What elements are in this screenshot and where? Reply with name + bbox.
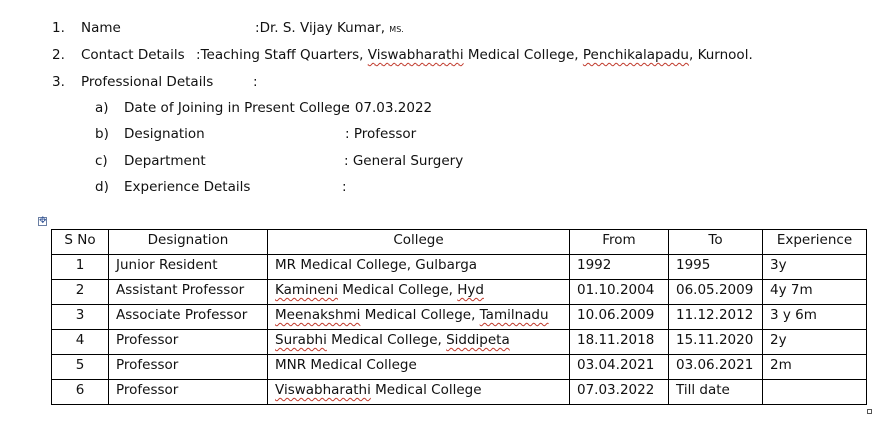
cell-experience: 2y	[763, 330, 867, 355]
cell-from: 07.03.2022	[570, 380, 669, 405]
college-name: Meenakshmi	[275, 307, 361, 323]
cell-designation: Professor	[109, 330, 268, 355]
header-experience: Experience	[763, 230, 867, 255]
header-to: To	[669, 230, 763, 255]
table-row	[52, 330, 867, 355]
table-move-handle-icon[interactable]: ✥	[39, 216, 47, 226]
name-text: Dr. S. Vijay Kumar,	[259, 20, 385, 36]
name-label: Name	[81, 20, 121, 36]
cell-designation: Professor	[109, 380, 268, 405]
address-text: Medical College,	[463, 47, 583, 63]
cell-experience: 3 y 6m	[763, 305, 867, 330]
cell-college	[268, 305, 570, 330]
sub-letter: b)	[95, 126, 109, 142]
designation-value: : Professor	[345, 126, 417, 142]
cell-experience	[763, 380, 867, 405]
cell-college	[268, 355, 570, 380]
header-designation: Designation	[109, 230, 268, 255]
name-value	[255, 20, 404, 36]
cell-from: 10.06.2009	[570, 305, 669, 330]
cell-experience: 4y 7m	[763, 280, 867, 305]
header-college: College	[268, 230, 570, 255]
college-name: MNR Medical College	[275, 357, 417, 373]
address-city: , Kurnool.	[688, 47, 753, 63]
college-name: Kamineni	[275, 282, 338, 298]
table-resize-handle-icon[interactable]	[867, 409, 872, 414]
item-number: 3.	[52, 74, 65, 90]
joining-label: Date of Joining in Present College	[124, 100, 350, 116]
cell-from: 18.11.2018	[570, 330, 669, 355]
department-value: : General Surgery	[344, 153, 464, 169]
cell-to: 03.06.2021	[669, 355, 763, 380]
cell-sno: 4	[52, 330, 109, 355]
cell-from: 1992	[570, 255, 669, 280]
item-number: 2.	[52, 47, 65, 63]
header-from: From	[570, 230, 669, 255]
cell-to: 1995	[669, 255, 763, 280]
joining-value: : 07.03.2022	[346, 100, 433, 116]
cell-to: Till date	[669, 380, 763, 405]
college-name: MR Medical College, Gulbarga	[275, 257, 478, 273]
address-village: Penchikalapadu	[582, 47, 689, 63]
cell-experience: 3y	[763, 255, 867, 280]
cell-sno: 2	[52, 280, 109, 305]
cell-designation: Assistant Professor	[109, 280, 268, 305]
separator: :	[253, 74, 258, 90]
cell-designation: Professor	[109, 355, 268, 380]
cell-sno: 1	[52, 255, 109, 280]
address-text: Teaching Staff Quarters,	[200, 47, 368, 63]
college-name: Medical College	[370, 382, 482, 398]
contact-value	[196, 47, 753, 63]
table-row	[52, 355, 867, 380]
item-number: 1.	[52, 20, 65, 36]
sub-letter: c)	[95, 153, 108, 169]
table-row	[52, 255, 867, 280]
cell-experience: 2m	[763, 355, 867, 380]
college-name: Viswabharathi	[275, 382, 371, 398]
header-sno: S No	[52, 230, 109, 255]
cell-from: 03.04.2021	[570, 355, 669, 380]
college-city: Tamilnadu	[479, 307, 549, 323]
cell-college	[268, 255, 570, 280]
cell-from: 01.10.2004	[570, 280, 669, 305]
department-label: Department	[124, 153, 206, 169]
sub-letter: d)	[95, 179, 109, 195]
college-name: Medical College,	[326, 332, 447, 348]
table-row	[52, 305, 867, 330]
separator: :	[342, 179, 347, 195]
cell-sno: 5	[52, 355, 109, 380]
address-college: Viswabharathi	[367, 47, 464, 63]
cell-to: 06.05.2009	[669, 280, 763, 305]
professional-label: Professional Details	[81, 74, 214, 90]
experience-details-label: Experience Details	[124, 179, 251, 195]
cell-designation: Junior Resident	[109, 255, 268, 280]
separator: :	[255, 20, 260, 36]
cell-college	[268, 380, 570, 405]
college-name: Surabhi	[275, 332, 327, 348]
experience-table	[51, 229, 867, 405]
cell-college	[268, 330, 570, 355]
contact-label: Contact Details	[81, 47, 185, 63]
cell-college	[268, 280, 570, 305]
cell-designation: Associate Professor	[109, 305, 268, 330]
college-name: Medical College,	[337, 282, 458, 298]
cell-to: 11.12.2012	[669, 305, 763, 330]
table-header-row	[52, 230, 867, 255]
table-row	[52, 280, 867, 305]
college-city: Siddipeta	[446, 332, 510, 348]
designation-label: Designation	[124, 126, 205, 142]
table-row	[52, 380, 867, 405]
cell-to: 15.11.2020	[669, 330, 763, 355]
cell-sno: 3	[52, 305, 109, 330]
degree-suffix: MS.	[389, 25, 404, 34]
sub-letter: a)	[95, 100, 109, 116]
separator: :	[196, 47, 201, 63]
college-city: Hyd	[457, 282, 484, 298]
cell-sno: 6	[52, 380, 109, 405]
college-name: Medical College,	[360, 307, 480, 323]
